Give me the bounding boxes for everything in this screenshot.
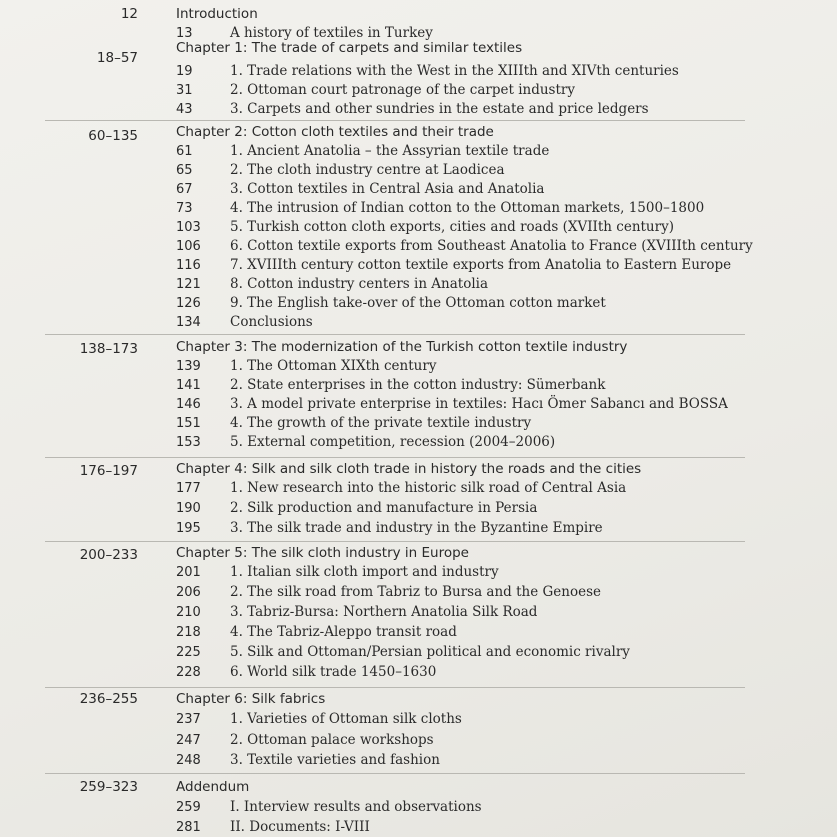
section-divider	[45, 120, 745, 121]
entry-title: 1. Ancient Anatolia – the Assyrian textile trade	[230, 143, 550, 159]
entry-page-number: 151	[176, 416, 201, 431]
entry-page-number: 228	[176, 665, 201, 680]
entry-title: II. Documents: I-VIII	[230, 819, 370, 835]
entry-page-number: 210	[176, 605, 201, 620]
entry-page-number: 106	[176, 239, 201, 254]
section-page-range: 138–173	[79, 341, 138, 357]
entry-page-number: 218	[176, 625, 201, 640]
entry-title: 2. Ottoman palace workshops	[230, 732, 434, 748]
entry-title: 2. Silk production and manufacture in Persia	[230, 500, 538, 516]
toc-entry	[0, 218, 837, 237]
entry-title: 3. Tabriz-Bursa: Northern Anatolia Silk Road	[230, 604, 538, 620]
entry-title: 7. XVIIIth century cotton textile exports from Anatolia to Eastern Europe	[230, 257, 732, 273]
entry-title: 3. Textile varieties and fashion	[230, 752, 440, 768]
entry-page-number: 43	[176, 102, 193, 117]
section-heading: Introduction	[176, 6, 258, 22]
entry-title: 4. The growth of the private textile industry	[230, 415, 532, 431]
toc-entry	[0, 623, 837, 642]
toc-entry	[0, 414, 837, 433]
section-page-range: 259–323	[79, 779, 138, 795]
toc-entry	[0, 563, 837, 582]
entry-title: 5. Silk and Ottoman/Persian political and economic rivalry	[230, 644, 630, 660]
entry-page-number: 103	[176, 220, 201, 235]
entry-page-number: 237	[176, 712, 201, 727]
entry-page-number: 65	[176, 163, 193, 178]
toc-entry	[0, 313, 837, 332]
section-page-range: 18–57	[96, 50, 138, 66]
entry-title: 9. The English take-over of the Ottoman cotton market	[230, 295, 606, 311]
entry-page-number: 247	[176, 733, 201, 748]
entry-page-number: 141	[176, 378, 201, 393]
toc-entry	[0, 731, 837, 750]
toc-entry	[0, 357, 837, 376]
entry-page-number: 126	[176, 296, 201, 311]
entry-title: 2. The cloth industry centre at Laodicea	[230, 162, 505, 178]
entry-title: 5. External competition, recession (2004–2006)	[230, 434, 556, 450]
section-page-range: 12	[120, 6, 138, 22]
entry-title: 1. The Ottoman XIXth century	[230, 358, 437, 374]
entry-page-number: 281	[176, 820, 201, 835]
section-page-range: 200–233	[79, 547, 138, 563]
entry-title: 1. Trade relations with the West in the XIIIth and XIVth centuries	[230, 63, 679, 79]
entry-page-number: 195	[176, 521, 201, 536]
entry-page-number: 116	[176, 258, 201, 273]
entry-title: 1. Italian silk cloth import and industry	[230, 564, 499, 580]
toc-entry	[0, 583, 837, 602]
section-divider	[45, 541, 745, 542]
section-divider	[45, 457, 745, 458]
section-divider	[45, 334, 745, 335]
entry-title: 3. The silk trade and industry in the Byzantine Empire	[230, 520, 603, 536]
toc-entry	[0, 180, 837, 199]
entry-title: 3. Carpets and other sundries in the estate and price ledgers	[230, 101, 649, 117]
toc-entry	[0, 275, 837, 294]
section-heading: Chapter 6: Silk fabrics	[176, 691, 326, 707]
toc-entry	[0, 81, 837, 100]
toc-entry	[0, 710, 837, 729]
toc-entry	[0, 256, 837, 275]
section-heading: Chapter 4: Silk and silk cloth trade in history the roads and the cities	[176, 461, 642, 477]
toc-entry	[0, 376, 837, 395]
toc-entry	[0, 663, 837, 682]
entry-title: 3. Cotton textiles in Central Asia and Anatolia	[230, 181, 545, 197]
entry-page-number: 225	[176, 645, 201, 660]
toc-entry	[0, 519, 837, 538]
entry-page-number: 146	[176, 397, 201, 412]
entry-page-number: 139	[176, 359, 201, 374]
entry-page-number: 201	[176, 565, 201, 580]
section-divider	[45, 773, 745, 774]
entry-page-number: 73	[176, 201, 193, 216]
toc-entry	[0, 142, 837, 161]
toc-entry	[0, 294, 837, 313]
section-page-range: 176–197	[79, 463, 138, 479]
toc-entry	[0, 395, 837, 414]
entry-title: 3. A model private enterprise in textiles: Hacı Ömer Sabancı and BOSSA	[230, 396, 728, 412]
entry-title: 6. Cotton textile exports from Southeast Anatolia to France (XVIIIth century	[230, 238, 753, 254]
entry-page-number: 153	[176, 435, 201, 450]
entry-title: 8. Cotton industry centers in Anatolia	[230, 276, 489, 292]
entry-page-number: 206	[176, 585, 201, 600]
entry-page-number: 19	[176, 64, 193, 79]
entry-title: 4. The Tabriz-Aleppo transit road	[230, 624, 457, 640]
entry-title: 5. Turkish cotton cloth exports, cities and roads (XVIIth century)	[230, 219, 674, 235]
entry-title: 6. World silk trade 1450–1630	[230, 664, 437, 680]
toc-entry	[0, 751, 837, 770]
entry-page-number: 67	[176, 182, 193, 197]
entry-page-number: 259	[176, 800, 201, 815]
entry-page-number: 121	[176, 277, 201, 292]
entry-title: Conclusions	[230, 314, 313, 330]
section-heading: Chapter 1: The trade of carpets and similar textiles	[176, 40, 523, 56]
entry-title: 4. The intrusion of Indian cotton to the Ottoman markets, 1500–1800	[230, 200, 705, 216]
toc-entry	[0, 62, 837, 81]
toc-entry	[0, 643, 837, 662]
toc-entry	[0, 237, 837, 256]
entry-title: 2. Ottoman court patronage of the carpet industry	[230, 82, 575, 98]
toc-entry	[0, 603, 837, 622]
section-heading: Chapter 3: The modernization of the Turkish cotton textile industry	[176, 339, 628, 355]
section-page-range: 60–135	[88, 128, 138, 144]
toc-entry	[0, 100, 837, 119]
toc-entry	[0, 798, 837, 817]
entry-title: A history of textiles in Turkey	[230, 25, 433, 41]
toc-entry	[0, 499, 837, 518]
section-heading: Chapter 5: The silk cloth industry in Europe	[176, 545, 469, 561]
entry-page-number: 31	[176, 83, 193, 98]
toc-entry	[0, 161, 837, 180]
section-divider	[45, 687, 745, 688]
entry-page-number: 13	[176, 26, 193, 41]
toc-entry	[0, 433, 837, 452]
toc-entry	[0, 199, 837, 218]
entry-title: 2. State enterprises in the cotton industry: Sümerbank	[230, 377, 606, 393]
entry-page-number: 61	[176, 144, 193, 159]
entry-page-number: 134	[176, 315, 201, 330]
section-heading: Chapter 2: Cotton cloth textiles and their trade	[176, 124, 494, 140]
entry-page-number: 190	[176, 501, 201, 516]
section-heading: Addendum	[176, 779, 250, 795]
entry-title: 1. New research into the historic silk road of Central Asia	[230, 480, 627, 496]
entry-title: I. Interview results and observations	[230, 799, 482, 815]
section-page-range: 236–255	[79, 691, 138, 707]
toc-entry	[0, 818, 837, 837]
toc-entry	[0, 479, 837, 498]
entry-page-number: 177	[176, 481, 201, 496]
entry-page-number: 248	[176, 753, 201, 768]
entry-title: 2. The silk road from Tabriz to Bursa and the Genoese	[230, 584, 601, 600]
entry-title: 1. Varieties of Ottoman silk cloths	[230, 711, 462, 727]
